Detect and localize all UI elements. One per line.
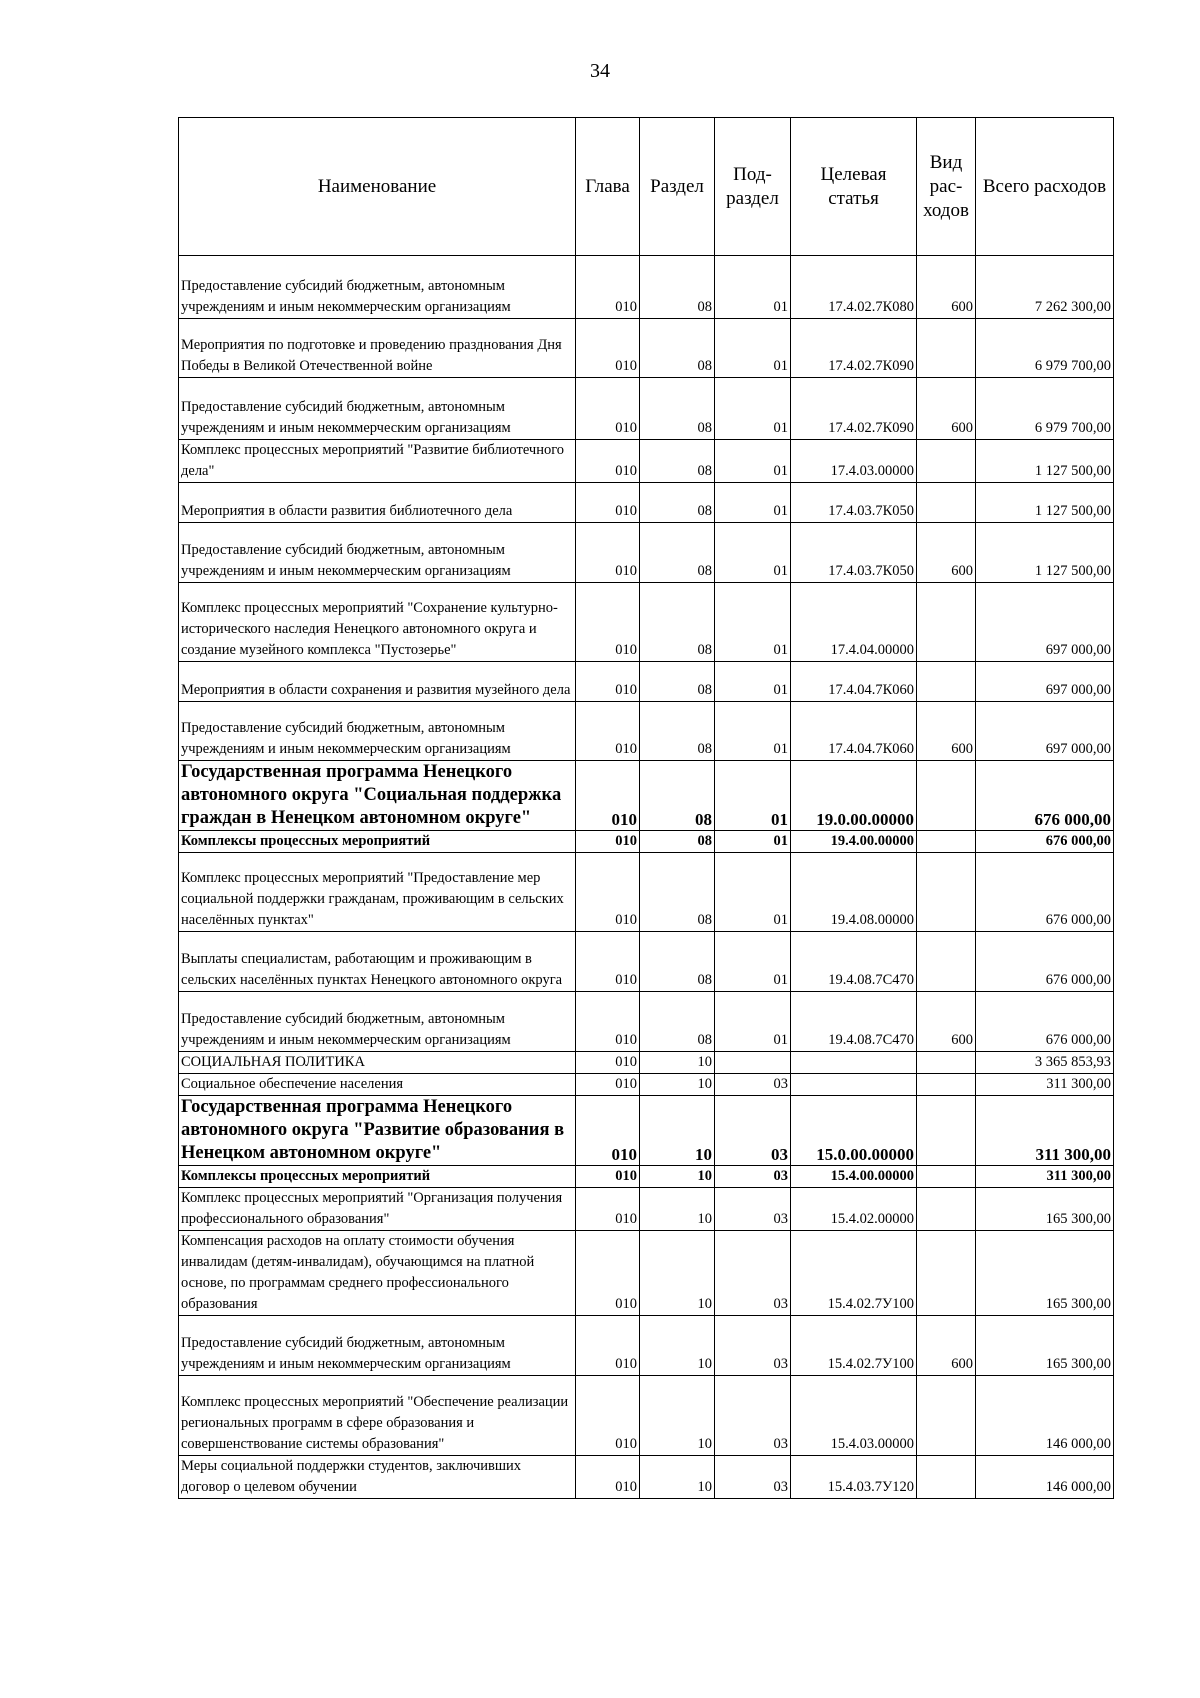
cell-total: 676 000,00: [976, 992, 1114, 1052]
cell-chapter: 010: [576, 523, 640, 583]
cell-section: 10: [640, 1188, 715, 1231]
cell-chapter: 010: [576, 256, 640, 319]
page-number: 34: [590, 60, 610, 82]
cell-target: 19.4.08.00000: [791, 853, 917, 932]
cell-total: 311 300,00: [976, 1166, 1114, 1188]
cell-name: Социальное обеспечение населения: [179, 1074, 576, 1096]
table-row: [179, 256, 1114, 319]
cell-target: 17.4.03.00000: [791, 440, 917, 483]
table-row: [179, 583, 1114, 662]
cell-chapter: 010: [576, 1231, 640, 1316]
cell-type: [917, 1376, 976, 1456]
cell-subsection: 03: [715, 1456, 791, 1499]
cell-section: 10: [640, 1316, 715, 1376]
cell-chapter: 010: [576, 662, 640, 702]
cell-target: 17.4.02.7К080: [791, 256, 917, 319]
cell-section: 08: [640, 702, 715, 761]
cell-total: 697 000,00: [976, 662, 1114, 702]
cell-type: [917, 761, 976, 831]
cell-chapter: 010: [576, 319, 640, 378]
cell-chapter: 010: [576, 702, 640, 761]
header-total: Всего расходов: [976, 118, 1114, 256]
table-row: [179, 702, 1114, 761]
cell-total: 1 127 500,00: [976, 523, 1114, 583]
cell-section: 08: [640, 440, 715, 483]
cell-total: 676 000,00: [976, 761, 1114, 831]
cell-chapter: 010: [576, 1074, 640, 1096]
cell-section: 08: [640, 523, 715, 583]
cell-target: 17.4.04.7К060: [791, 702, 917, 761]
table-row: [179, 1096, 1114, 1166]
table-row: [179, 1188, 1114, 1231]
cell-name: Мероприятия по подготовке и проведению празднования Дня Победы в Великой Отечественной войне: [179, 319, 576, 378]
table-row: [179, 831, 1114, 853]
cell-subsection: 01: [715, 932, 791, 992]
cell-type: 600: [917, 992, 976, 1052]
cell-subsection: 03: [715, 1074, 791, 1096]
table-header-row: [179, 118, 1114, 256]
cell-section: 10: [640, 1166, 715, 1188]
header-chapter: Глава: [576, 118, 640, 256]
cell-section: 10: [640, 1231, 715, 1316]
cell-subsection: 01: [715, 831, 791, 853]
cell-total: 676 000,00: [976, 932, 1114, 992]
table-row: [179, 483, 1114, 523]
cell-total: 676 000,00: [976, 831, 1114, 853]
cell-name: Государственная программа Ненецкого автономного округа "Социальная поддержка граждан в Ненецком автономном округе": [179, 761, 576, 831]
cell-section: 10: [640, 1052, 715, 1074]
cell-chapter: 010: [576, 761, 640, 831]
cell-name: Мероприятия в области развития библиотечного дела: [179, 483, 576, 523]
cell-target: 15.0.00.00000: [791, 1096, 917, 1166]
cell-subsection: 01: [715, 483, 791, 523]
cell-target: 17.4.04.7К060: [791, 662, 917, 702]
cell-chapter: 010: [576, 1188, 640, 1231]
cell-name: Комплекс процессных мероприятий "Организация получения профессионального образования": [179, 1188, 576, 1231]
cell-target: 15.4.00.00000: [791, 1166, 917, 1188]
cell-subsection: 01: [715, 702, 791, 761]
cell-name: Комплексы процессных мероприятий: [179, 1166, 576, 1188]
cell-section: 08: [640, 831, 715, 853]
table-row: [179, 378, 1114, 440]
cell-subsection: 01: [715, 319, 791, 378]
cell-chapter: 010: [576, 1096, 640, 1166]
table-row: [179, 662, 1114, 702]
cell-type: 600: [917, 256, 976, 319]
cell-subsection: 01: [715, 583, 791, 662]
table-row: [179, 523, 1114, 583]
cell-chapter: 010: [576, 992, 640, 1052]
cell-target: [791, 1074, 917, 1096]
cell-total: 311 300,00: [976, 1074, 1114, 1096]
cell-type: [917, 662, 976, 702]
header-type: Вид рас- ходов: [917, 118, 976, 256]
cell-subsection: 03: [715, 1096, 791, 1166]
cell-type: [917, 853, 976, 932]
cell-total: 165 300,00: [976, 1188, 1114, 1231]
cell-section: 10: [640, 1096, 715, 1166]
cell-type: 600: [917, 378, 976, 440]
cell-type: [917, 932, 976, 992]
cell-chapter: 010: [576, 932, 640, 992]
header-target: Целевая статья: [791, 118, 917, 256]
table-row: [179, 1316, 1114, 1376]
cell-section: 10: [640, 1456, 715, 1499]
header-name: Наименование: [179, 118, 576, 256]
cell-target: 15.4.03.7У120: [791, 1456, 917, 1499]
cell-type: 600: [917, 1316, 976, 1376]
cell-type: [917, 831, 976, 853]
table-row: [179, 992, 1114, 1052]
cell-subsection: 01: [715, 761, 791, 831]
cell-chapter: 010: [576, 831, 640, 853]
cell-subsection: 03: [715, 1376, 791, 1456]
cell-target: 15.4.02.7У100: [791, 1231, 917, 1316]
cell-total: 165 300,00: [976, 1316, 1114, 1376]
cell-name: Предоставление субсидий бюджетным, автономным учреждениям и иным некоммерческим организациям: [179, 256, 576, 319]
cell-type: [917, 1166, 976, 1188]
cell-type: [917, 319, 976, 378]
cell-type: 600: [917, 702, 976, 761]
cell-total: 1 127 500,00: [976, 440, 1114, 483]
cell-subsection: 03: [715, 1316, 791, 1376]
cell-chapter: 010: [576, 1316, 640, 1376]
cell-name: Компенсация расходов на оплату стоимости обучения инвалидам (детям-инвалидам), обучающимся на платной основе, по программам среднего профессионального образования: [179, 1231, 576, 1316]
cell-name: Предоставление субсидий бюджетным, автономным учреждениям и иным некоммерческим организациям: [179, 1316, 576, 1376]
cell-total: 6 979 700,00: [976, 378, 1114, 440]
table-row: [179, 1052, 1114, 1074]
table-row: [179, 440, 1114, 483]
cell-name: Предоставление субсидий бюджетным, автономным учреждениям и иным некоммерческим организациям: [179, 378, 576, 440]
cell-name: Меры социальной поддержки студентов, заключивших договор о целевом обучении: [179, 1456, 576, 1499]
cell-total: 6 979 700,00: [976, 319, 1114, 378]
cell-subsection: 01: [715, 256, 791, 319]
cell-name: Предоставление субсидий бюджетным, автономным учреждениям и иным некоммерческим организациям: [179, 523, 576, 583]
cell-name: Комплекс процессных мероприятий "Обеспечение реализации региональных программ в сфере образования и совершенствование системы образования": [179, 1376, 576, 1456]
cell-section: 08: [640, 256, 715, 319]
cell-chapter: 010: [576, 853, 640, 932]
table-row: [179, 1074, 1114, 1096]
cell-subsection: 03: [715, 1231, 791, 1316]
cell-subsection: 01: [715, 523, 791, 583]
cell-section: 08: [640, 483, 715, 523]
cell-type: [917, 440, 976, 483]
cell-type: [917, 1231, 976, 1316]
cell-total: 165 300,00: [976, 1231, 1114, 1316]
cell-target: 15.4.02.7У100: [791, 1316, 917, 1376]
cell-target: 15.4.02.00000: [791, 1188, 917, 1231]
cell-chapter: 010: [576, 1376, 640, 1456]
table-row: [179, 761, 1114, 831]
cell-total: 7 262 300,00: [976, 256, 1114, 319]
cell-total: 1 127 500,00: [976, 483, 1114, 523]
cell-target: 19.4.08.7С470: [791, 932, 917, 992]
cell-total: 146 000,00: [976, 1456, 1114, 1499]
cell-chapter: 010: [576, 583, 640, 662]
table-row: [179, 1456, 1114, 1499]
table-row: [179, 853, 1114, 932]
table-row: [179, 1166, 1114, 1188]
cell-name: Государственная программа Ненецкого автономного округа "Развитие образования в Ненецком автономном округе": [179, 1096, 576, 1166]
cell-name: СОЦИАЛЬНАЯ ПОЛИТИКА: [179, 1052, 576, 1074]
cell-subsection: 01: [715, 992, 791, 1052]
cell-target: 19.0.00.00000: [791, 761, 917, 831]
cell-target: 17.4.02.7К090: [791, 378, 917, 440]
cell-section: 08: [640, 992, 715, 1052]
cell-type: [917, 1074, 976, 1096]
cell-section: 08: [640, 378, 715, 440]
cell-section: 08: [640, 853, 715, 932]
header-section: Раздел: [640, 118, 715, 256]
cell-total: 676 000,00: [976, 853, 1114, 932]
table-body: [179, 256, 1114, 1499]
cell-target: 17.4.03.7К050: [791, 483, 917, 523]
cell-total: 146 000,00: [976, 1376, 1114, 1456]
table-row: [179, 1231, 1114, 1316]
cell-chapter: 010: [576, 440, 640, 483]
cell-type: [917, 1188, 976, 1231]
cell-section: 08: [640, 662, 715, 702]
table-row: [179, 319, 1114, 378]
cell-type: [917, 1052, 976, 1074]
cell-subsection: 01: [715, 662, 791, 702]
cell-name: Комплексы процессных мероприятий: [179, 831, 576, 853]
cell-subsection: [715, 1052, 791, 1074]
cell-total: 3 365 853,93: [976, 1052, 1114, 1074]
cell-name: Комплекс процессных мероприятий "Развитие библиотечного дела": [179, 440, 576, 483]
cell-name: Комплекс процессных мероприятий "Предоставление мер социальной поддержки гражданам, проживающим в сельских населённых пунктах": [179, 853, 576, 932]
cell-section: 08: [640, 583, 715, 662]
cell-section: 10: [640, 1376, 715, 1456]
cell-total: 697 000,00: [976, 583, 1114, 662]
cell-subsection: 01: [715, 378, 791, 440]
cell-target: 17.4.03.7К050: [791, 523, 917, 583]
cell-chapter: 010: [576, 378, 640, 440]
cell-subsection: 01: [715, 440, 791, 483]
cell-total: 311 300,00: [976, 1096, 1114, 1166]
cell-name: Выплаты специалистам, работающим и проживающим в сельских населённых пунктах Ненецкого автономного округа: [179, 932, 576, 992]
cell-subsection: 03: [715, 1188, 791, 1231]
cell-subsection: 01: [715, 853, 791, 932]
cell-section: 08: [640, 932, 715, 992]
cell-target: 15.4.03.00000: [791, 1376, 917, 1456]
cell-name: Предоставление субсидий бюджетным, автономным учреждениям и иным некоммерческим организациям: [179, 702, 576, 761]
cell-chapter: 010: [576, 1052, 640, 1074]
cell-type: [917, 1456, 976, 1499]
cell-name: Комплекс процессных мероприятий "Сохранение культурно-исторического наследия Ненецкого автономного округа и создание музейного комплекса "Пустозерье": [179, 583, 576, 662]
cell-type: 600: [917, 523, 976, 583]
cell-type: [917, 1096, 976, 1166]
cell-section: 08: [640, 761, 715, 831]
cell-name: Мероприятия в области сохранения и развития музейного дела: [179, 662, 576, 702]
cell-subsection: 03: [715, 1166, 791, 1188]
cell-target: 17.4.02.7К090: [791, 319, 917, 378]
cell-chapter: 010: [576, 1456, 640, 1499]
cell-total: 697 000,00: [976, 702, 1114, 761]
cell-chapter: 010: [576, 483, 640, 523]
cell-type: [917, 483, 976, 523]
cell-section: 10: [640, 1074, 715, 1096]
header-subsection: Под- раздел: [715, 118, 791, 256]
cell-target: 17.4.04.00000: [791, 583, 917, 662]
cell-section: 08: [640, 319, 715, 378]
cell-target: [791, 1052, 917, 1074]
table-row: [179, 1376, 1114, 1456]
table-row: [179, 932, 1114, 992]
cell-target: 19.4.00.00000: [791, 831, 917, 853]
cell-name: Предоставление субсидий бюджетным, автономным учреждениям и иным некоммерческим организациям: [179, 992, 576, 1052]
cell-target: 19.4.08.7С470: [791, 992, 917, 1052]
cell-type: [917, 583, 976, 662]
cell-chapter: 010: [576, 1166, 640, 1188]
budget-table: [178, 117, 1114, 1499]
